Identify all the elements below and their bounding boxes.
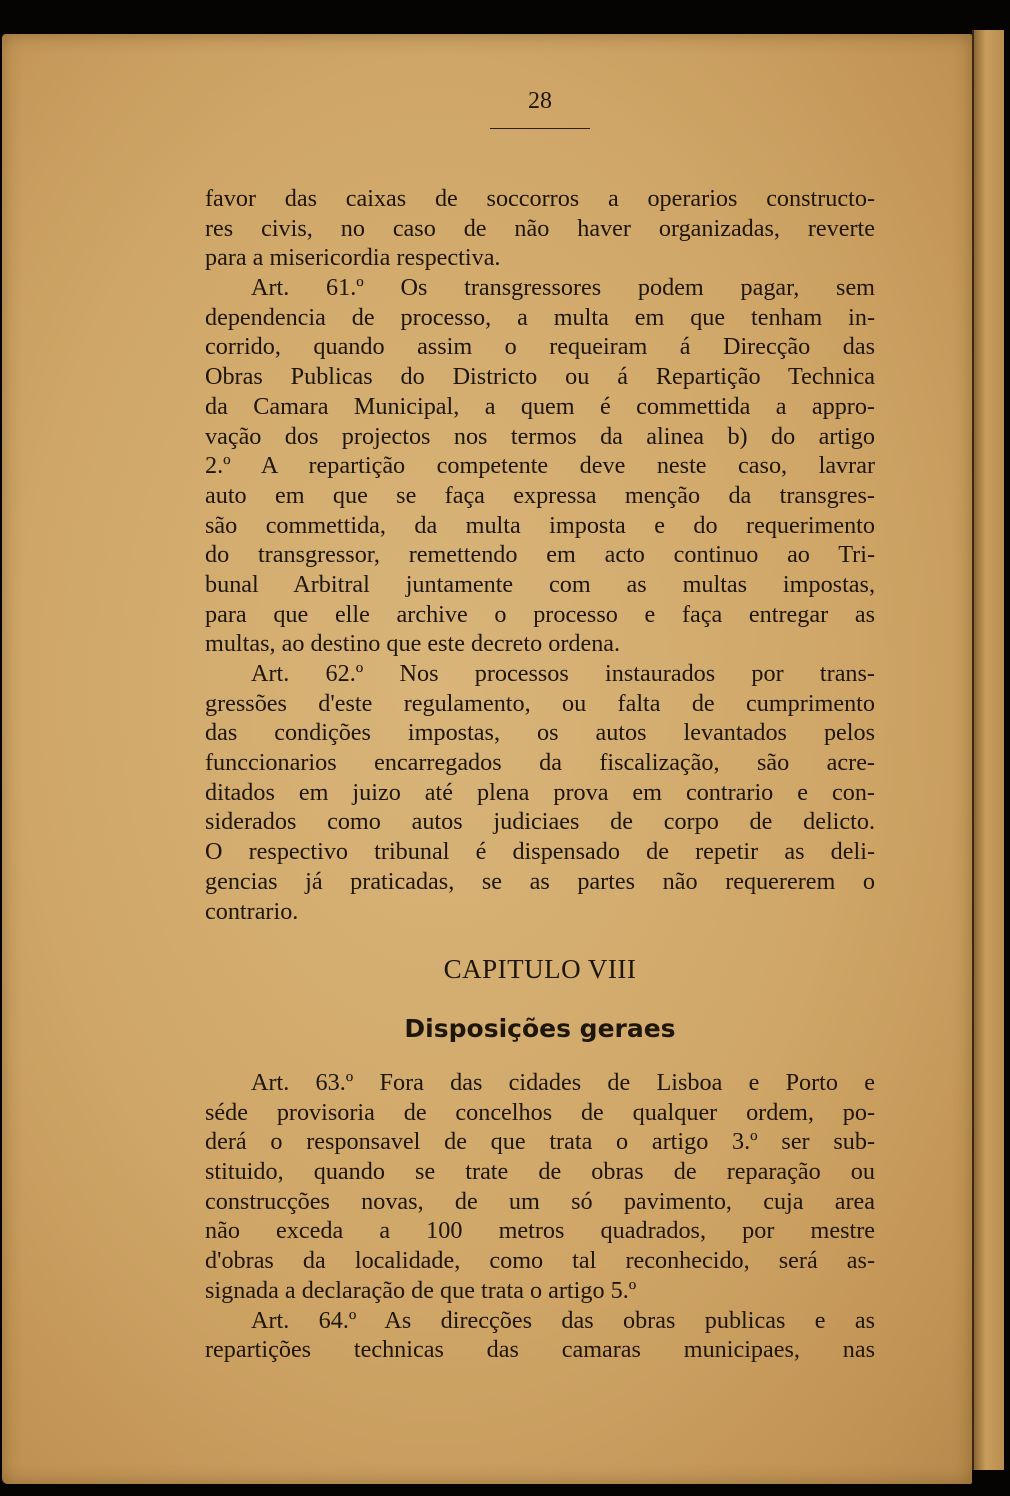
text-line: siderados como autos judiciaes de corpo de delicto. [205, 808, 875, 836]
text-line: das condições impostas, os autos levantados pelos [205, 719, 875, 747]
page-number: 28 [528, 88, 552, 114]
text-line: derá o responsavel de que trata o artigo 3.º ser sub- [205, 1128, 875, 1156]
text-line: da Camara Municipal, a quem é commettida a appro- [205, 392, 875, 420]
text-line: favor das caixas de soccorros a operarios constructo- [205, 185, 875, 212]
text-line: gressões d'este regulamento, ou falta de cumprimento [205, 689, 875, 717]
section-title: Disposições geraes [404, 1014, 676, 1043]
text-line: ditados em juizo até plena prova em contrario e con- [205, 778, 875, 806]
text-line: Art. 63.º Fora das cidades de Lisboa e Porto e [251, 1069, 875, 1096]
text-line: corrido, quando assim o requeiram á Direcção das [205, 333, 875, 361]
text-line: Art. 62.º Nos processos instaurados por trans- [251, 660, 875, 687]
text-line: auto em que se faça expressa menção da transgres- [205, 481, 875, 509]
body-text-top [205, 184, 875, 926]
text-line: Obras Publicas do Districto ou á Repartição Technica [205, 363, 875, 391]
text-line: gencias já praticadas, se as partes não requererem o [205, 867, 875, 895]
text-line: construcções novas, de um só pavimento, cuja area [205, 1187, 875, 1215]
header-rule [490, 128, 590, 129]
chapter-title: CAPITULO VIII [443, 954, 637, 984]
text-line: bunal Arbitral juntamente com as multas impostas, [205, 570, 875, 598]
text-line: para a misericordia respectiva. [205, 244, 501, 272]
text-line: d'obras da localidade, como tal reconhecido, será as- [205, 1247, 875, 1275]
text-line: não exceda a 100 metros quadrados, por mestre [205, 1217, 875, 1245]
text-line: funccionarios encarregados da fiscalização, são acre- [205, 749, 875, 777]
text-line: res civis, no caso de não haver organizadas, reverte [205, 214, 875, 242]
text-line: são commettida, da multa imposta e do requerimento [205, 511, 875, 539]
text-line: 2.º A repartição competente deve neste caso, lavrar [205, 452, 875, 480]
text-line: para que elle archive o processo e faça entregar as [205, 600, 875, 628]
adjacent-page-edge [972, 30, 1004, 1470]
text-line: do transgressor, remettendo em acto continuo ao Tri- [205, 541, 875, 569]
text-line: multas, ao destino que este decreto ordena. [205, 630, 621, 658]
text-line: contrario. [205, 897, 299, 925]
text-line: repartições technicas das camaras municipaes, nas [205, 1336, 875, 1364]
text-line: signada a declaração de que trata o artigo 5.º [205, 1276, 637, 1304]
body-text-bottom [205, 1068, 875, 1365]
text-line: O respectivo tribunal é dispensado de repetir as deli- [205, 838, 875, 866]
text-line: séde provisoria de concelhos de qualquer ordem, po- [205, 1098, 875, 1126]
text-line: Art. 61.º Os transgressores podem pagar, sem [251, 274, 875, 302]
text-line: vação dos projectos nos termos da alinea b) do artigo [205, 422, 875, 450]
text-line: Art. 64.º As direcções das obras publicas e as [251, 1306, 875, 1334]
text-line: dependencia de processo, a multa em que tenham in- [205, 303, 875, 331]
text-line: stituido, quando se trate de obras de reparação ou [205, 1158, 875, 1186]
